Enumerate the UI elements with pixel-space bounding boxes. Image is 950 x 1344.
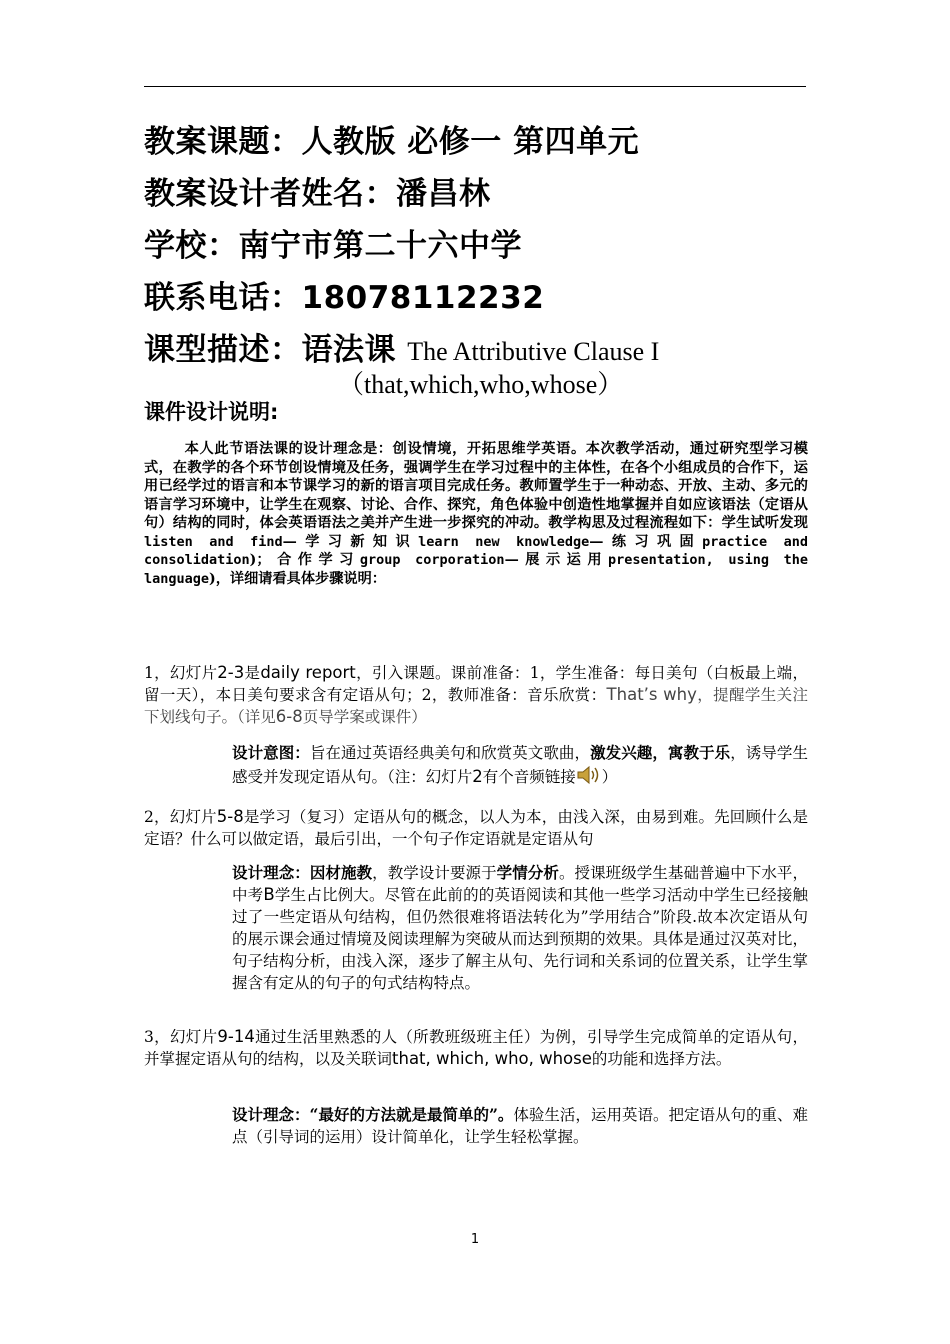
- title-label: 教案课题：: [144, 124, 302, 160]
- designer-label: 教案设计者姓名：: [144, 176, 396, 212]
- step-1-paragraph: 1，幻灯片2-3是daily report，引入课题。课前准备：1，学生准备：每日美句（白板最上端，留一天），本日美句要求含有定语从句；2，教师准备：音乐欣赏：That’s why，提醒学生关注下划线句子。（详见6-8页导学案或课件）: [144, 663, 808, 726]
- speaker-icon[interactable]: [576, 764, 602, 786]
- designer-line: [144, 174, 491, 214]
- phone-value: 18078112232: [301, 280, 545, 316]
- school-line: [144, 226, 522, 266]
- step-2-note: 设计理念：因材施教，教学设计要源于学情分析。授课班级学生基础普遍中下水平，中考B学生占比例大。尽管在此前的的英语阅读和其他一些学习活动中学生已经接触过了一些定语从句结构，但仍然很难将语法转化为”学用结合”阶段.故本次定语从句的展示课会通过情境及阅读理解为突破从而达到预期的效果。具体是通过汉英对比，句子结构分析，由浅入深，逐步了解主从句、先行词和关系词的位置关系，让学生掌握含有定从的句子的句式结构特点。: [232, 863, 808, 992]
- designer-value: 潘昌林: [396, 176, 491, 212]
- type-label: 课型描述：: [144, 332, 302, 368]
- intro-heading: 课件设计说明:: [144, 400, 279, 424]
- step-3-paragraph: 3，幻灯片9-14通过生活里熟悉的人（所教班级班主任）为例，引导学生完成简单的定语从句，并掌握定语从句的结构，以及关联词that, which, who, whose的功能和选择方法。: [144, 1027, 808, 1068]
- header-rule: [144, 86, 806, 87]
- page-number: 1: [470, 1232, 480, 1247]
- title-value: 人教版 必修一 第四单元: [301, 124, 640, 160]
- step-1-note: 设计意图：旨在通过英语经典美句和欣赏英文歌曲，激发兴趣，寓教于乐，诱导学生感受并发现定语从句。（注：幻灯片2有个音频链接 ）: [232, 743, 808, 786]
- type-english: The Attributive Clause I: [407, 337, 660, 366]
- school-value: 南宁市第二十六中学: [238, 228, 522, 264]
- phone-line: [144, 278, 544, 318]
- phone-label: 联系电话：: [144, 280, 302, 316]
- school-label: 学校：: [144, 228, 239, 264]
- type-value: 语法课: [301, 332, 396, 368]
- step-3-note: 设计理念：“最好的方法就是最简单的”。体验生活，运用英语。把定语从句的重、难点（引导词的运用）设计简单化，让学生轻松掌握。: [232, 1105, 808, 1146]
- intro-paragraph: 本人此节语法课的设计理念是：创设情境，开拓思维学英语。本次教学活动，通过研究型学习模式，在教学的各个环节创设情境及任务，强调学生在学习过程中的主体性，在各个小组成员的合作下，运用已经学过的语言和本节课学习的新的语言项目完成任务。教师置学生于一种动态、开放、主动、多元的语言学习环境中，让学生在观察、讨论、合作、探究，角色体验中创造性地掌握并自如应该语法（定语从句）结构的同时，体会英语语法之美并产生进一步探究的冲动。教学构思及过程流程如下：学生试听发现listen and find—学习新知识learn new knowledge—练习巩固practice and consolidation)；合作学习group corporation—展示运用presentation, using the language)，详细请看具体步骤说明：: [144, 441, 809, 587]
- title-line: [144, 122, 639, 162]
- step-2-paragraph: 2，幻灯片5-8是学习（复习）定语从句的概念，以人为本，由浅入深，由易到难。先回顾什么是定语？什么可以做定语，最后引出，一个句子作定语就是定语从句: [144, 807, 808, 848]
- type-subtitle: （that,which,who,whose）: [338, 370, 624, 399]
